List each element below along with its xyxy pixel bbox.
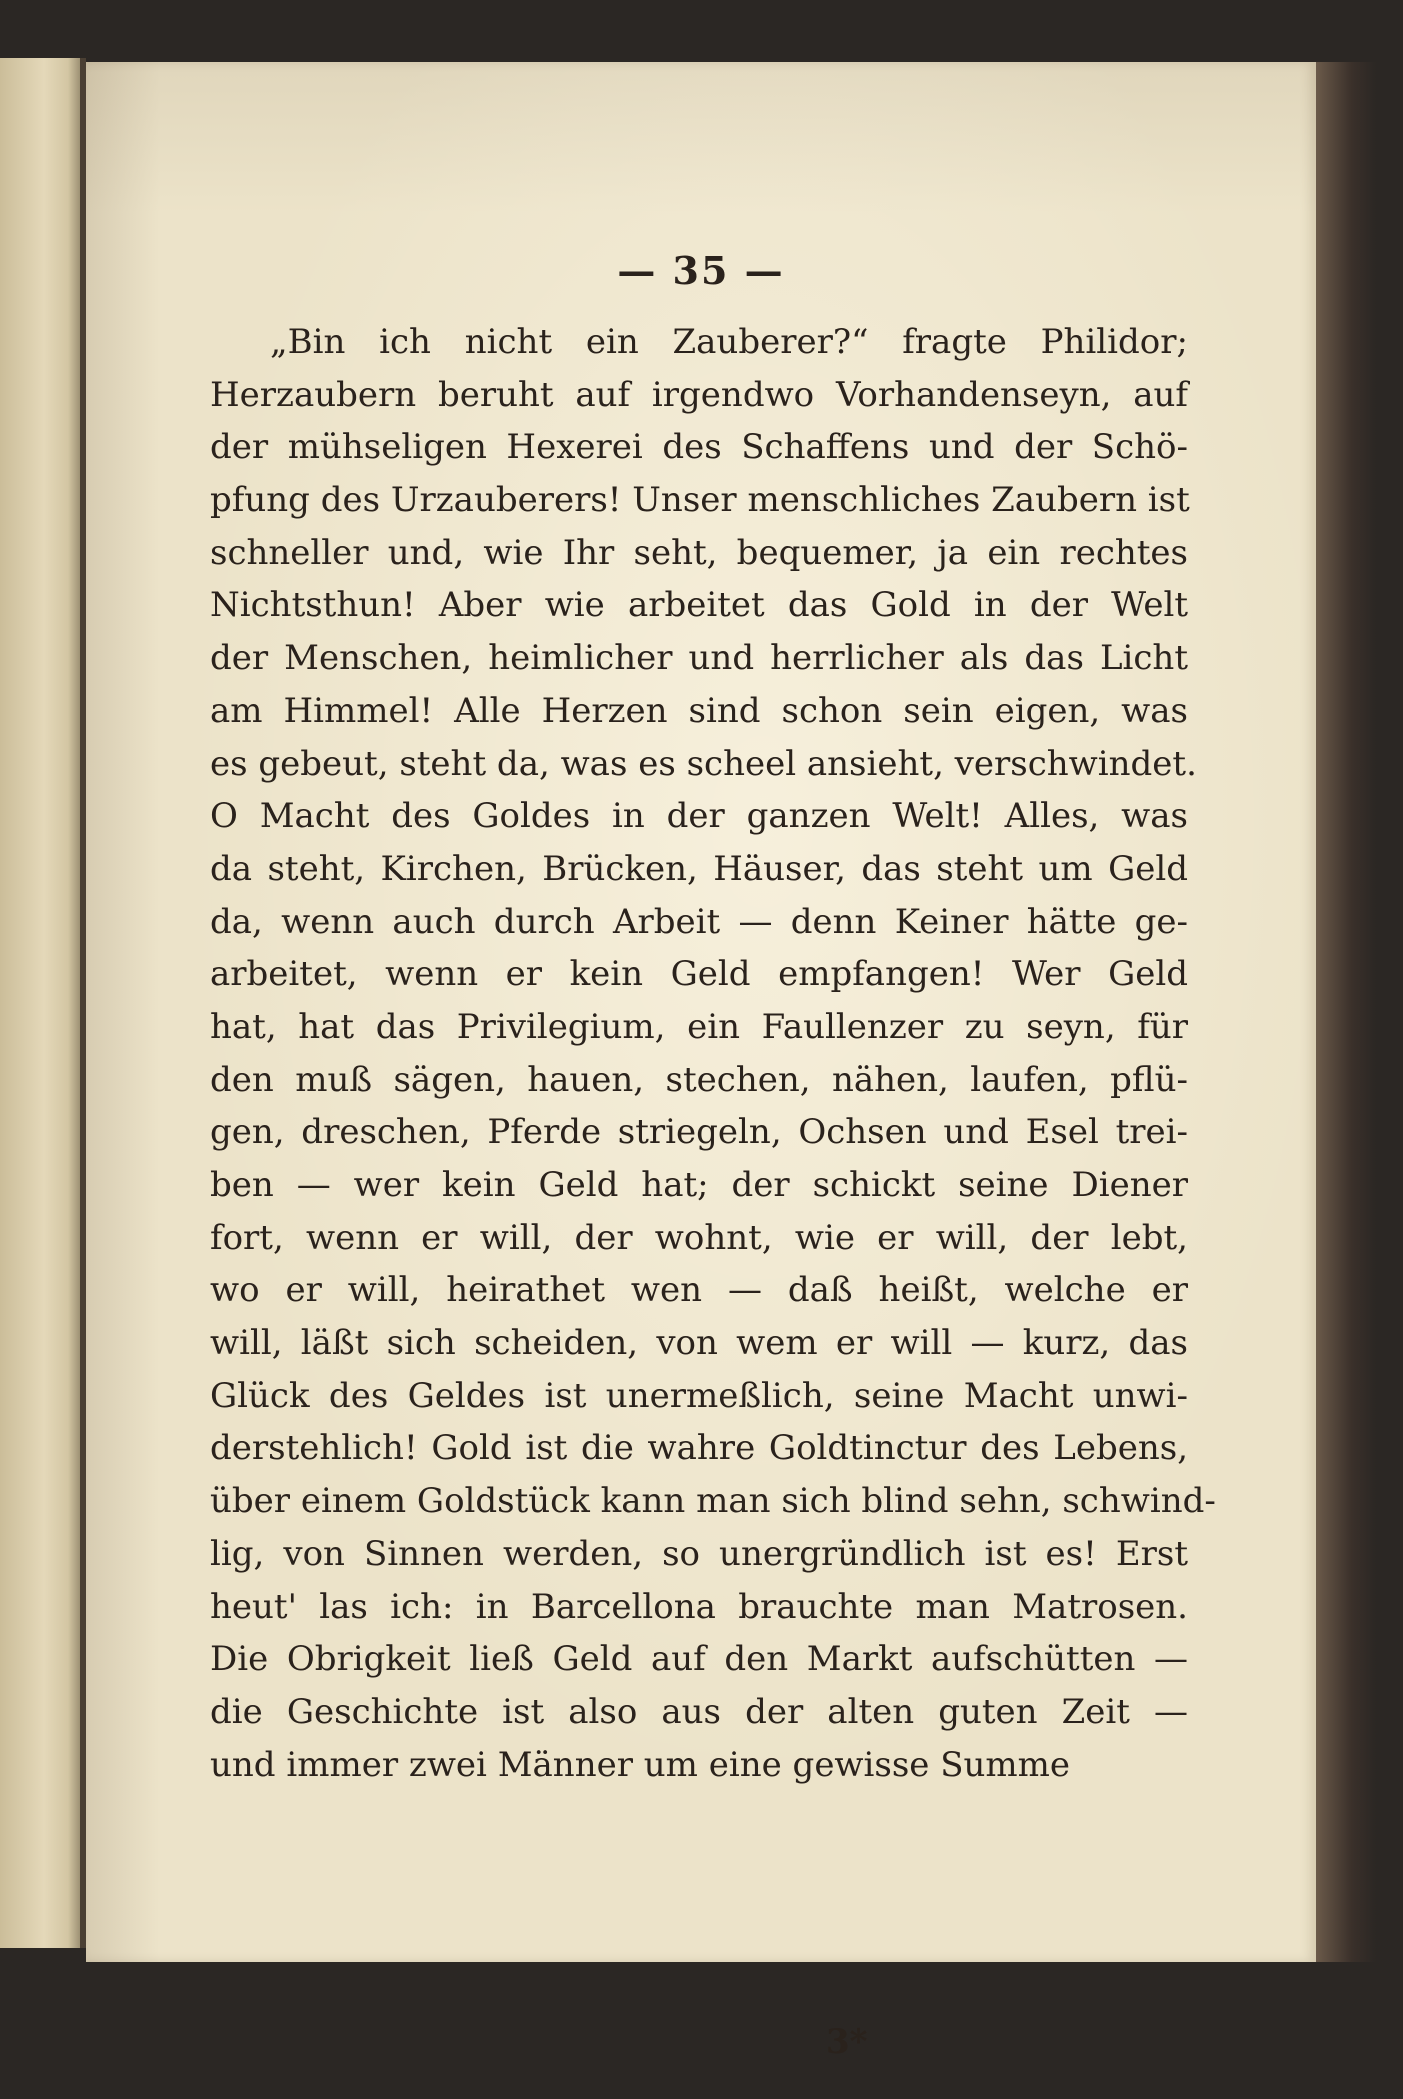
text-line: am Himmel! Alle Herzen sind schon sein eigen, was bbox=[210, 690, 1188, 731]
text-line: der mühseligen Hexerei des Schaffens und der Schö- bbox=[210, 427, 1188, 468]
text-line: arbeitet, wenn er kein Geld empfangen! Wer Geld bbox=[210, 954, 1188, 995]
text-line: und immer zwei Männer um eine gewisse Summe bbox=[210, 1744, 1071, 1785]
text-line: pfung des Urzauberers! Unser menschliches Zaubern ist bbox=[210, 480, 1190, 521]
text-line: ben — wer kein Geld hat; der schickt seine Diener bbox=[210, 1165, 1188, 1205]
page-text bbox=[210, 316, 1216, 1791]
text-line: der Menschen, heimlicher und herrlicher als das Licht bbox=[210, 638, 1188, 679]
text-line: Nichtsthun! Aber wie arbeitet das Gold in der Welt bbox=[210, 585, 1188, 626]
text-line: Die Obrigkeit ließ Geld auf den Markt aufschütten — bbox=[210, 1639, 1188, 1680]
text-line: derstehlich! Gold ist die wahre Goldtinctur des Lebens, bbox=[210, 1428, 1188, 1469]
text-line: Herzaubern beruht auf irgendwo Vorhandenseyn, auf bbox=[210, 374, 1188, 415]
text-line: den muß sägen, hauen, stechen, nähen, laufen, pflü- bbox=[210, 1059, 1188, 1100]
book-page bbox=[86, 62, 1316, 2062]
text-line: die Geschichte ist also aus der alten guten Zeit — bbox=[210, 1691, 1188, 1732]
text-line: heut' las ich: in Barcellona brauchte man Matrosen. bbox=[210, 1586, 1188, 1627]
text-line: hat, hat das Privilegium, ein Faullenzer zu seyn, für bbox=[210, 1006, 1188, 1047]
text-line: es gebeut, steht da, was es scheel ansieht, verschwindet. bbox=[210, 743, 1197, 784]
left-page-edge bbox=[0, 58, 82, 1948]
text-line: „Bin ich nicht ein Zauberer?“ fragte Philidor; bbox=[270, 322, 1188, 362]
text-line: gen, dreschen, Pferde striegeln, Ochsen und Esel trei- bbox=[210, 1112, 1188, 1153]
text-line: fort, wenn er will, der wohnt, wie er will, der lebt, bbox=[210, 1217, 1188, 1258]
sheet-signature: 3* bbox=[826, 2022, 868, 2062]
text-line: will, läßt sich scheiden, von wem er will — kurz, das bbox=[210, 1323, 1188, 1364]
text-line: O Macht des Goldes in der ganzen Welt! Alles, was bbox=[210, 796, 1188, 837]
text-line: wo er will, heirathet wen — daß heißt, welche er bbox=[210, 1270, 1188, 1311]
text-line: da steht, Kirchen, Brücken, Häuser, das steht um Geld bbox=[210, 848, 1188, 889]
text-line: da, wenn auch durch Arbeit — denn Keiner hätte ge- bbox=[210, 901, 1188, 942]
book-cover-edge bbox=[1316, 62, 1376, 1962]
page-number: — 35 — bbox=[617, 248, 785, 293]
text-line: schneller und, wie Ihr seht, bequemer, ja ein rechtes bbox=[210, 532, 1188, 573]
text-line: lig, von Sinnen werden, so unergründlich ist es! Erst bbox=[210, 1533, 1188, 1574]
text-line: Glück des Geldes ist unermeßlich, seine Macht unwi- bbox=[210, 1375, 1188, 1416]
text-line: über einem Goldstück kann man sich blind sehn, schwind- bbox=[210, 1481, 1216, 1522]
